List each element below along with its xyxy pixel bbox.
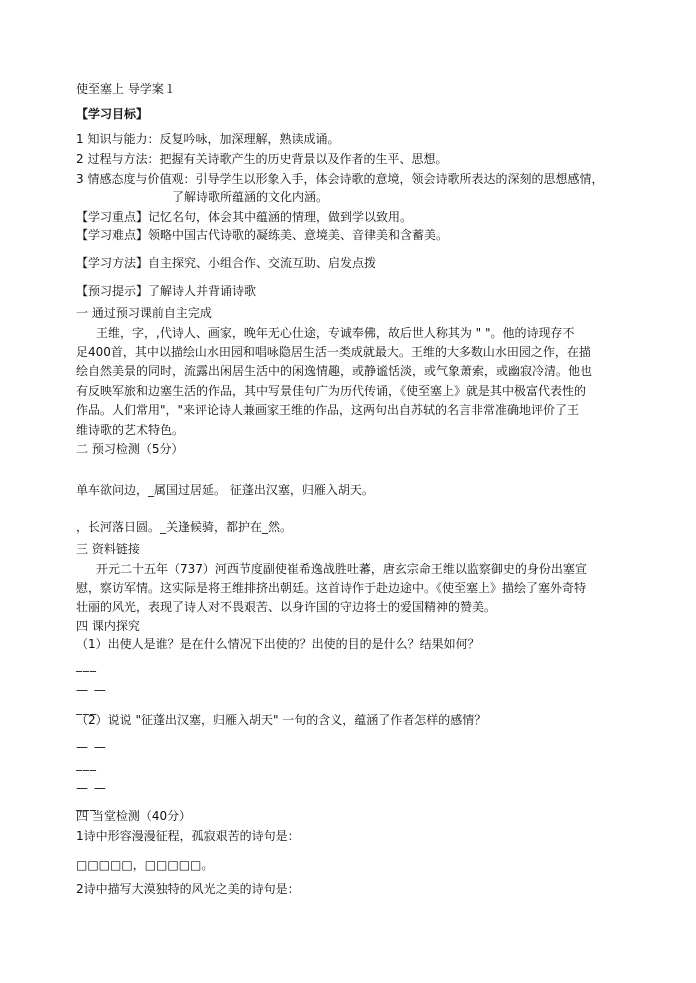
answer-line: ___ [76, 797, 97, 811]
objective-item-1: 1 知识与能力：反复吟咏，加深理解，熟读成诵。 [76, 132, 340, 146]
section5-question-2: 2诗中描写大漠独特的风光之美的诗句是： [76, 882, 300, 896]
section2-line-2: ，长河落日圆。_关逢候骑，都护在_然。 [76, 520, 293, 534]
answer-line: ___ [76, 757, 97, 771]
objective-item-3: 3 情感态度与价值观：引导学生以形象入手，体会诗歌的意境，领会诗歌所表达的深刻的思想感情， [76, 172, 604, 186]
answer-line: ___ [76, 701, 97, 715]
objective-item-2: 2 过程与方法：把握有关诗歌产生的历史背景以及作者的生平、思想。 [76, 152, 448, 166]
section1-heading: 一 通过预习课前自主完成 [76, 306, 212, 320]
section1-line-3: 绘自然美景的同时，流露出闲居生活中的闲逸情趣，或静谧恬淡，或气象萧索，或幽寂冷清。他也 [76, 364, 593, 378]
difficult-point: 【学习难点】领略中国古代诗歌的凝练美、意境美、音律美和含蓄美。 [76, 228, 449, 242]
document-title: 使至塞上 导学案１ [76, 82, 176, 96]
preview-tip: 【预习提示】了解诗人并背诵诗歌 [76, 284, 257, 298]
section1-line-2: 足400首，其中以描绘山水田园和唱咏隐居生活一类成就最大。王维的大多数山水田园之作，在描 [76, 345, 591, 359]
objectives-heading: 【学习目标】 [76, 107, 149, 121]
section3-line-3: 壮丽的风光，表现了诗人对不畏艰苦、以身许国的守边将士的爱国精神的赞美。 [76, 600, 497, 614]
section3-heading: 三 资料链接 [76, 542, 140, 556]
answer-line: — — [76, 781, 107, 795]
answer-line: ___ [76, 658, 97, 672]
key-point: 【学习重点】记忆名句，体会其中蕴涵的情理，做到学以致用。 [76, 210, 413, 224]
section1-line-4: 有反映军旅和边塞生活的作品，其中写景佳句广为历代传诵，《使至塞上》就是其中极富代表性的 [76, 384, 587, 398]
study-method: 【学习方法】自主探究、小组合作、交流互助、启发点拨 [76, 256, 377, 270]
section1-line-5: 作品。人们常用"，"来评论诗人兼画家王维的作品，这两句出自苏轼的名言非常准确地评价了王 [76, 403, 580, 417]
section3-line-1: 开元二十五年（737）河西节度副使崔希逸战胜吐蕃，唐玄宗命王维以监察御史的身份出塞宣 [96, 562, 587, 576]
section1-line-1: 王维，字，,代诗人、画家，晚年无心仕途，专诚奉佛，故后世人称其为 " "。他的诗现存不 [96, 326, 575, 340]
section1-line-6: 维诗歌的艺术特色。 [76, 423, 185, 437]
section4-heading: 四 课内探究 [76, 619, 140, 633]
section2-heading: 二 预习检测（5分） [76, 442, 184, 456]
objective-item-3-cont: 了解诗歌所蕴涵的文化内涵。 [172, 190, 329, 204]
section5-heading: 四 当堂检测（40分） [76, 809, 192, 823]
answer-boxes: □□□□□，□□□□□。 [76, 858, 214, 872]
answer-line: — — [76, 683, 107, 697]
section4-question-2: （2）说说 "征蓬出汉塞，归雁入胡天" 一句的含义，蕴涵了作者怎样的感情？ [76, 713, 487, 727]
section5-question-1: 1诗中形容漫漫征程，孤寂艰苦的诗句是： [76, 829, 300, 843]
section3-line-2: 慰，察访军情。这实际是将王维排挤出朝廷。这首诗作于赴边途中。《使至塞上》描绘了塞外奇特 [76, 581, 587, 595]
section2-line-1: 单车欲问边，_属国过居延。 征蓬出汉塞，归雁入胡天。 [76, 483, 374, 497]
answer-line: — — [76, 740, 107, 754]
section4-question-1: （1）出使人是谁？是在什么情况下出使的？出使的目的是什么？结果如何？ [76, 637, 480, 651]
